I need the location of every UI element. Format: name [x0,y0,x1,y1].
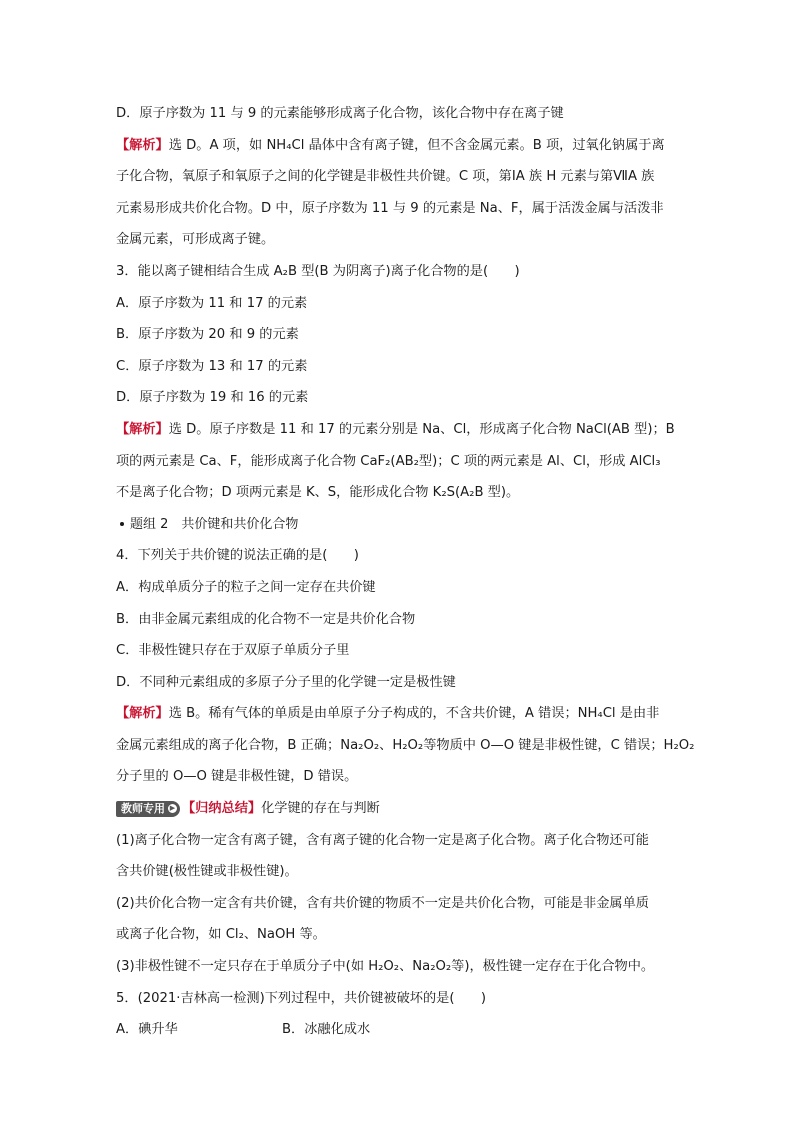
q3-analysis-line1 [116,414,678,446]
q4-option-d: D．不同种元素组成的多原子分子里的化学键一定是极性键 [116,674,456,690]
q3-option-c: C．原子序数为 13 和 17 的元素 [116,358,308,374]
q3-stem: 3．能以离子键相结合生成 A₂B 型(B 为阴离子)离子化合物的是( ) [116,263,520,279]
group2-heading-row [116,509,678,541]
q4-option-c: C．非极性键只存在于双原子单质分子里 [116,643,350,659]
q4-analysis-text1: 选 B。稀有气体的单质是由单原子分子构成的，不含共价键，A 错误；NH₄Cl 是由非 [168,706,660,722]
q4-analysis-line1 [116,698,678,730]
question-content [116,98,695,1046]
q3-analysis-line2: 项的两元素是 Ca、F，能形成离子化合物 CaF₂(AB₂型)；C 项的两元素是 Al、Cl，形成 AlCl₃ [116,453,661,469]
q3-analysis-text1: 选 D。原子序数是 11 和 17 的元素分别是 Na、Cl，形成离子化合物 NaCl(AB 型)；B [168,421,675,437]
teacher-only-badge [116,801,180,817]
q3-option-b: B．原子序数为 20 和 9 的元素 [116,327,299,343]
summary-title: 化学键的存在与判断 [261,801,380,817]
group2-heading: 题组 2 共价键和共价化合物 [130,516,299,532]
q3-analysis-line3: 不是离子化合物；D 项两元素是 K、S，能形成化合物 K₂S(A₂B 型)。 [116,485,520,501]
summary-p1-line1: (1)离子化合物一定含有离子键，含有离子键的化合物一定是离子化合物。离子化合物还可能 [116,832,649,848]
q3-option-d: D．原子序数为 19 和 16 的元素 [116,390,309,406]
q2-option-d: D．原子序数为 11 与 9 的元素能够形成离子化合物，该化合物中存在离子键 [116,106,564,121]
q5-options-row [116,1014,678,1046]
q2-analysis-line2: 子化合物，氧原子和氧原子之间的化学键是非极性共价键。C 项，第ⅠA 族 H 元素与第ⅦA 族 [116,169,655,185]
analysis-tag: 【解析】 [116,137,169,153]
summary-p1-line2: 含共价键(极性键或非极性键)。 [116,864,298,880]
q4-option-a: A．构成单质分子的粒子之间一定存在共价键 [116,579,376,595]
summary-p3-line1: (3)非极性键不一定只存在于单质分子中(如 H₂O₂、Na₂O₂等)，极性键一定存在于化合物中。 [116,959,655,975]
q2-analysis-line3: 元素易形成共价化合物。D 中，原子序数为 11 与 9 的元素是 Na、F，属于活泼金属与活泼非 [116,200,664,216]
analysis-tag: 【解析】 [116,421,169,437]
q5-option-b: B．冰融化成水 [282,1022,371,1038]
bullet-icon [120,522,124,526]
teacher-note-heading [116,793,678,825]
q2-analysis-line1 [116,130,678,162]
analysis-tag: 【解析】 [116,706,169,722]
summary-tag: 【归纳总结】 [182,801,262,817]
teacher-only-label: 教师专用 [121,801,165,815]
q2-analysis-line4: 金属元素，可形成离子键。 [116,232,275,248]
q4-option-b: B．由非金属元素组成的化合物不一定是共价化合物 [116,611,416,627]
q4-stem: 4．下列关于共价键的说法正确的是( ) [116,548,359,564]
q3-option-a: A．原子序数为 11 和 17 的元素 [116,295,308,311]
summary-p2-line2: 或离子化合物，如 Cl₂、NaOH 等。 [116,927,326,943]
summary-p2-line1: (2)共价化合物一定含有共价键，含有共价键的物质不一定是共价化合物，可能是非金属单质 [116,895,649,911]
q5-option-a: A．碘升华 [116,1022,178,1038]
q4-analysis-line3: 分子里的 O—O 键是非极性键，D 错误。 [116,769,358,785]
q4-analysis-line2: 金属元素组成的离子化合物，B 正确；Na₂O₂、H₂O₂等物质中 O—O 键是非极性键，C 错误；H₂O₂ [116,737,695,753]
q2-analysis-text1: 选 D。A 项，如 NH₄Cl 晶体中含有离子键，但不含金属元素。B 项，过氧化钠属于离 [168,137,665,153]
q5-stem: 5．(2021·吉林高一检测)下列过程中，共价键被破坏的是( ) [116,990,487,1006]
play-icon: ▶ [169,804,176,813]
